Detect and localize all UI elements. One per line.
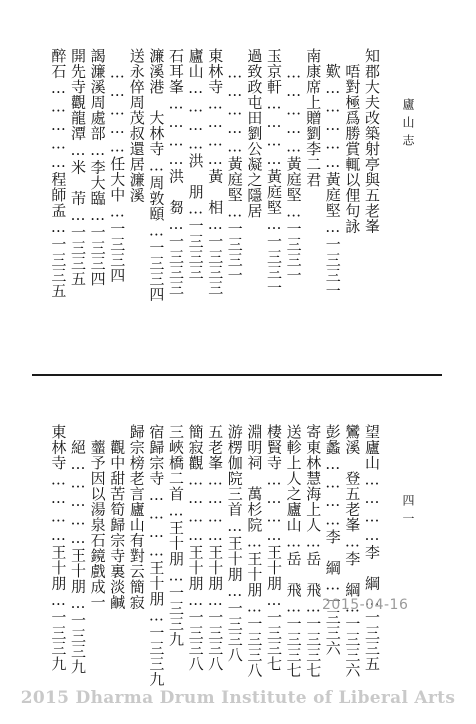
contents-entry-column: 淵明祠 萬杉院…王十朋…一三三八: [245, 424, 264, 678]
date-stamp: 2015-04-16: [322, 597, 409, 613]
contents-entry-column: 東林寺…………王十朋…一三三九: [49, 424, 68, 672]
contents-entry-column: ……………任大中…一三三四: [108, 48, 127, 283]
contents-entry-column: 廬山…………洪 朋…一三三三: [186, 48, 205, 280]
contents-entry-column: 送軫上人之廬山…岳 飛…一三三七: [284, 424, 303, 678]
contents-entry-column: ……………黃庭堅…一三三一: [284, 48, 303, 283]
page-header-title: 廬山志: [401, 98, 415, 152]
contents-entry-column: 棲賢寺…………王十朋…一三三七: [265, 424, 283, 672]
contents-entry-column: ……………黃庭堅…一三三一: [225, 48, 244, 283]
contents-entry-column: 醉石……………程師孟…一三三五: [49, 48, 68, 299]
contents-entry-column: 玉京軒…………黃庭堅…一三三一: [265, 48, 283, 296]
contents-entry-column: 寄東林慧海上人…岳 飛…一三三七: [304, 424, 323, 678]
contents-entry-column: 彭蠡…………李 綱…一三三六: [323, 424, 342, 656]
contents-entry-column: 五老峯…………王十朋…一三三八: [206, 424, 225, 672]
contents-entry-column: 知郡大夫改築射亭與五老峯: [363, 48, 381, 234]
contents-entry-column: 謁濂溪周處部…李大臨…一三三四: [88, 48, 107, 287]
contents-entry-column: 石耳峯…………洪 芻…一三三三: [167, 48, 185, 296]
contents-entry-column: 唔對極爲勝賞輒以俚句詠: [343, 48, 362, 234]
page-header-number: 四一: [401, 494, 415, 530]
contents-entry-column: 歸宗榜老言廬山有對云簡寂: [127, 424, 146, 610]
section-divider-rule: [32, 374, 442, 376]
contents-entry-column: 東林寺…………黃 相…一三三三: [206, 48, 225, 296]
contents-entry-column: 望廬山…………李 綱…一三三五: [363, 424, 381, 672]
contents-entry-column: 簡寂觀…………王十朋…一三三八: [186, 424, 205, 672]
contents-entry-column: 送永倅周茂叔還居濂溪: [127, 48, 146, 203]
contents-entry-column: 三峽橋二首…王十朋…一三三九: [167, 424, 185, 647]
watermark-text: 2015 Dharma Drum Institute of Liberal Arts: [20, 688, 456, 708]
contents-entry-column: 鸞溪 登五老峯…李 綱…一三三六: [343, 424, 362, 678]
contents-entry-column: 歎……………黃庭堅…一三三一: [323, 48, 342, 299]
contents-entry-column: 南康席上贈劉李二君: [304, 48, 323, 188]
contents-entry-column: 濂溪港 大林寺…周敦頤…一三三四: [147, 48, 166, 302]
contents-entry-column: 觀中甜苦筍歸宗寺裏淡鹹: [108, 424, 127, 610]
contents-entry-column: 宿歸宗寺…………王十朋…一三三九: [147, 424, 166, 687]
contents-entry-column: 游楞伽院三首…王十朋…一三三八: [225, 424, 244, 663]
contents-entry-column: 過致政屯田劉公凝之隱居: [245, 48, 264, 219]
contents-entry-column: 絕……………王十朋…一三三九: [69, 424, 87, 675]
contents-entry-column: 開先寺觀龍潭…米 芾…一三三五: [69, 48, 87, 287]
contents-entry-column: 虀予因以湯泉石鏡戲成一: [88, 424, 107, 610]
